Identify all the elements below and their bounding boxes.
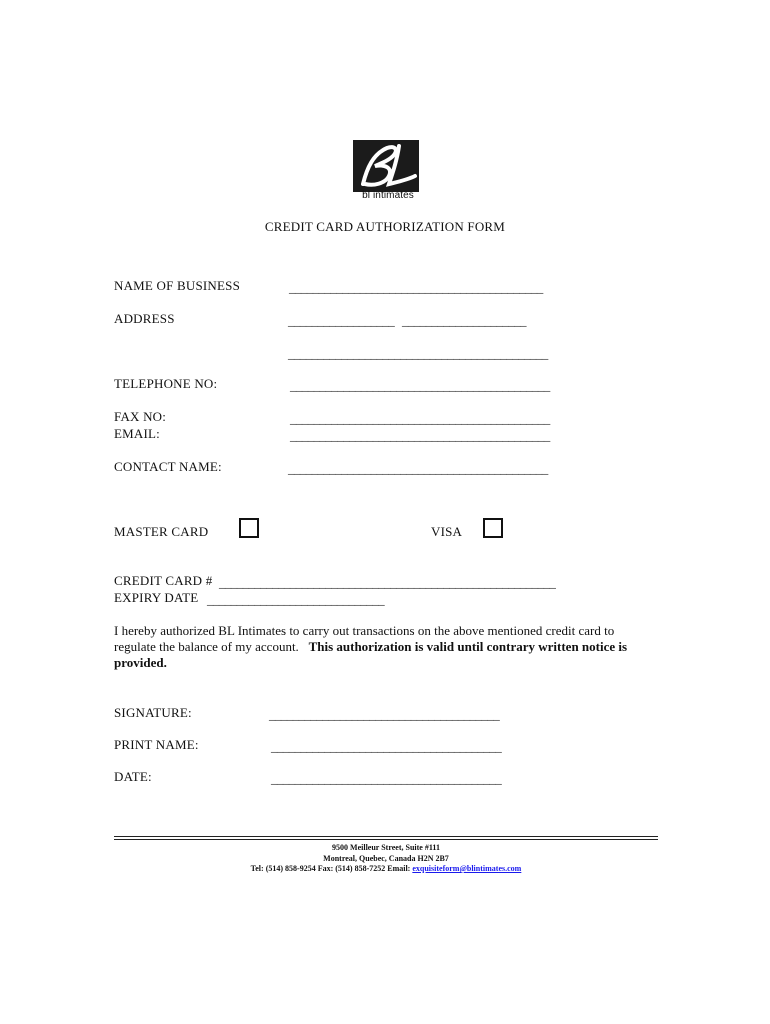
- bl-monogram-mark: [353, 140, 419, 192]
- footer-phone-fax: Tel: (514) 858-9254 Fax: (514) 858-7252 Email:: [250, 864, 411, 873]
- business-name-label: NAME OF BUSINESS: [114, 278, 241, 293]
- fax-label: FAX NO:: [114, 409, 167, 424]
- credit-card-number-label: CREDIT CARD #: [114, 573, 213, 588]
- telephone-label: TELEPHONE NO:: [114, 376, 218, 391]
- business-name-field[interactable]: ___________________________________________: [289, 280, 543, 295]
- print-name-label: PRINT NAME:: [114, 737, 199, 752]
- footer-email-link[interactable]: exquisiteform@blintimates.com: [412, 864, 522, 873]
- master-card-checkbox[interactable]: [239, 518, 259, 538]
- authorization-validity-note: This authorization is valid until contrary written notice is provided.: [114, 639, 628, 670]
- signature-field[interactable]: _______________________________________: [269, 707, 500, 722]
- visa-checkbox[interactable]: [483, 518, 503, 538]
- address-field-line1b[interactable]: _____________________: [402, 313, 526, 328]
- footer-address-line1: 9500 Meilleur Street, Suite #111: [332, 843, 440, 852]
- contact-name-label: CONTACT NAME:: [114, 459, 222, 474]
- visa-label: VISA: [431, 524, 463, 539]
- expiry-date-field[interactable]: ______________________________: [207, 592, 385, 607]
- date-field[interactable]: _______________________________________: [271, 771, 502, 786]
- email-label: EMAIL:: [114, 426, 160, 441]
- expiry-date-label: EXPIRY DATE: [114, 590, 199, 605]
- form-title: CREDIT CARD AUTHORIZATION FORM: [264, 219, 506, 234]
- credit-card-number-field[interactable]: _________________________________________________________: [219, 575, 556, 590]
- telephone-field[interactable]: ____________________________________________: [290, 378, 550, 393]
- fax-field[interactable]: ____________________________________________: [290, 411, 550, 426]
- print-name-field[interactable]: _______________________________________: [271, 739, 502, 754]
- date-label: DATE:: [114, 769, 152, 784]
- authorization-statement: [114, 623, 654, 671]
- footer-address-line2: Montreal, Quebec, Canada H2N 2B7: [323, 854, 449, 863]
- address-field-line1a[interactable]: __________________: [288, 313, 395, 328]
- bl-intimates-logo: [353, 140, 421, 204]
- footer-contact: [114, 864, 658, 873]
- master-card-label: MASTER CARD: [114, 524, 209, 539]
- logo-wordmark: bl intimates: [362, 190, 414, 201]
- signature-label: SIGNATURE:: [114, 705, 192, 720]
- email-field[interactable]: ____________________________________________: [290, 428, 550, 443]
- address-field-line2[interactable]: ____________________________________________: [288, 346, 548, 361]
- contact-name-field[interactable]: ____________________________________________: [288, 461, 548, 476]
- authorization-text: I hereby authorized BL Intimates to carry out transactions on the above mentioned credit card to regulate the balance of my account.: [114, 623, 615, 654]
- address-label: ADDRESS: [114, 311, 175, 326]
- footer-divider: [114, 836, 658, 840]
